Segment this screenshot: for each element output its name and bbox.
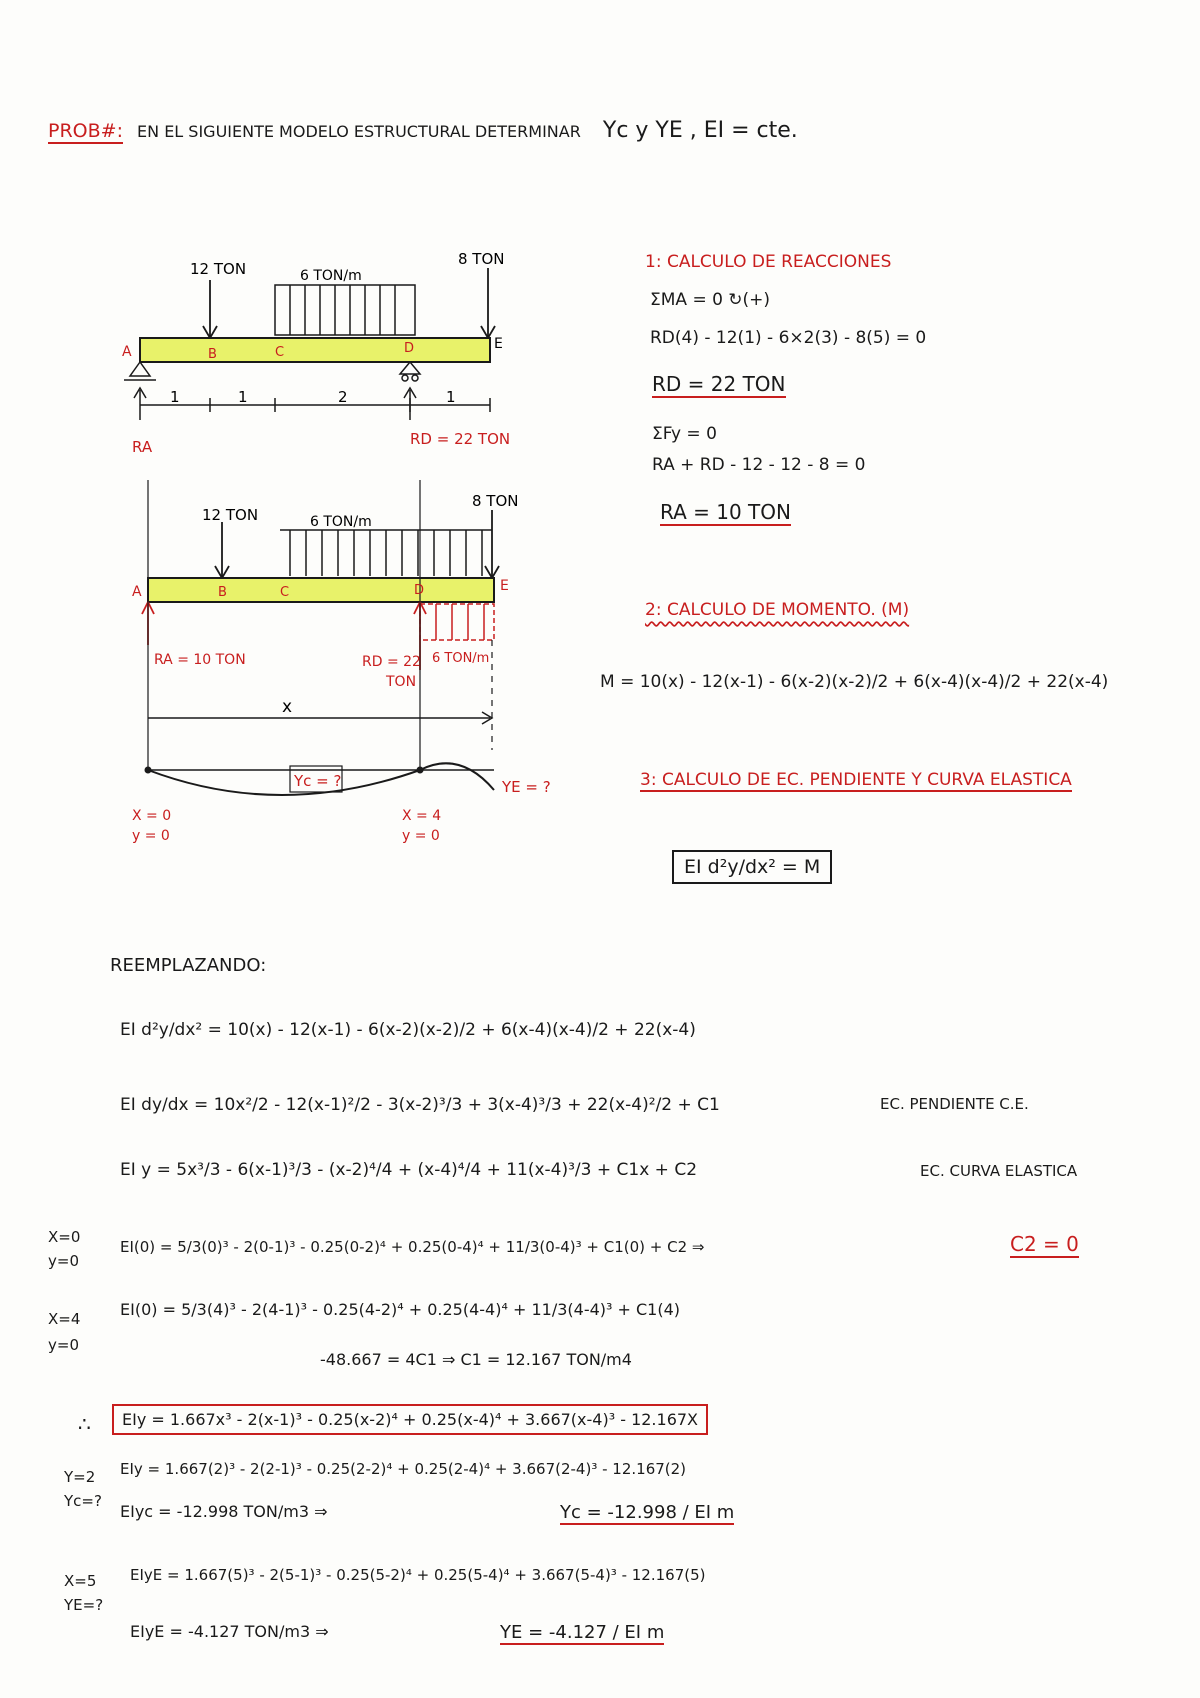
yc-label: Yc = ? <box>294 772 342 790</box>
step1-ra-result: RA = 10 TON <box>660 500 791 524</box>
step1-moment-sum: ΣMA = 0 ↻(+) <box>650 290 771 310</box>
step2-moment-eq: M = 10(x) - 12(x-1) - 6(x-2)(x-2)/2 + 6(x-4)(x-4)/2 + 22(x-4) <box>600 672 1109 692</box>
problem-prefix: PROB#: <box>48 120 123 142</box>
bc1-x: X=0 <box>48 1228 81 1246</box>
point-d-label-2: D <box>414 583 425 598</box>
step1-force-eq: RA + RD - 12 - 12 - 8 = 0 <box>652 455 866 475</box>
dimension-line-1 <box>140 398 490 412</box>
roller-support-d <box>400 362 420 381</box>
point-b-label-1: B <box>208 347 217 362</box>
x-dimension <box>148 712 492 724</box>
point-e-label-1: E <box>494 336 503 352</box>
point-c-label-1: C <box>275 345 285 360</box>
point-load-e-arrow <box>481 268 495 338</box>
point-e-label-2: E <box>500 578 509 594</box>
reaction-a-label-2: RA = 10 TON <box>154 652 246 668</box>
reaction-a-label-1: RA <box>132 438 153 456</box>
beam-1 <box>140 338 490 362</box>
ye-result: YE = -4.127 / EI m <box>500 1622 665 1643</box>
span-label-4: 1 <box>446 388 456 406</box>
work-line-11: EIyE = -4.127 TON/m3 ⇒ <box>130 1622 329 1641</box>
bc-a-x: X = 0 <box>132 808 172 824</box>
reaction-d-label-2a: RD = 22 <box>362 654 421 670</box>
step1-rd-result: RD = 22 TON <box>652 372 786 396</box>
point-c-label-2: C <box>280 585 290 600</box>
work-line-3-note: EC. CURVA ELASTICA <box>920 1162 1078 1180</box>
reaction-d-label-2b: TON <box>386 674 417 690</box>
step3-heading: 3: CALCULO DE EC. PENDIENTE Y CURVA ELASTICA <box>640 770 1072 790</box>
work-line-3: EI y = 5x³/3 - 6(x-1)³/3 - (x-2)⁴/4 + (x-4)⁴/4 + 11(x-4)³/3 + C1x + C2 <box>120 1160 698 1180</box>
point-a-label-1: A <box>122 344 132 360</box>
step2-heading: 2: CALCULO DE MOMENTO. (M) <box>645 600 910 620</box>
point-a-label-2: A <box>132 584 142 600</box>
distributed-load-1 <box>275 285 415 335</box>
load-b-label-2: 12 TON <box>202 506 259 524</box>
point-load-e-arrow-2 <box>485 510 499 578</box>
point-c-x: Y=2 <box>64 1468 96 1486</box>
bc-d-y: y = 0 <box>402 828 440 844</box>
point-d-label-1: D <box>404 341 415 356</box>
step1-moment-eq: RD(4) - 12(1) - 6×2(3) - 8(5) = 0 <box>650 328 927 348</box>
work-line-8: EIy = 1.667(2)³ - 2(2-1)³ - 0.25(2-2)⁴ + 0.25(2-4)⁴ + 3.667(2-4)³ - 12.167(2) <box>120 1460 687 1478</box>
work-line-9: EIyc = -12.998 TON/m3 ⇒ <box>120 1502 328 1521</box>
problem-targets: Yc y YE , EI = cte. <box>602 118 798 143</box>
step3-boxed-equation: EI d²y/dx² = M <box>672 850 832 884</box>
step1-heading: 1: CALCULO DE REACCIONES <box>645 252 892 272</box>
counter-load-label: 6 TON/m <box>432 651 490 666</box>
therefore-symbol: ∴ <box>78 1412 91 1436</box>
point-e-y: YE=? <box>64 1596 104 1614</box>
bc2-y: y=0 <box>48 1336 79 1354</box>
work-line-5: EI(0) = 5/3(4)³ - 2(4-1)³ - 0.25(4-2)⁴ + 0.25(4-4)⁴ + 11/3(4-4)³ + C1(4) <box>120 1300 681 1319</box>
span-label-1: 1 <box>170 388 180 406</box>
point-load-b-arrow <box>203 280 217 338</box>
yc-result: Yc = -12.998 / EI m <box>560 1502 735 1523</box>
work-line-4: EI(0) = 5/3(0)³ - 2(0-1)³ - 0.25(0-2)⁴ + 0.25(0-4)⁴ + 11/3(0-4)³ + C1(0) + C2 ⇒ <box>120 1238 705 1256</box>
work-line-6: -48.667 = 4C1 ⇒ C1 = 12.167 TON/m4 <box>320 1350 632 1369</box>
curve-node-a <box>145 767 152 774</box>
step1-force-sum: ΣFy = 0 <box>652 424 717 444</box>
span-label-3: 2 <box>338 388 348 406</box>
point-e-x: X=5 <box>64 1572 97 1590</box>
load-dist-label-1: 6 TON/m <box>300 268 362 284</box>
point-c-y: Yc=? <box>64 1492 102 1510</box>
pin-support-a <box>124 362 156 380</box>
work-line-1: EI d²y/dx² = 10(x) - 12(x-1) - 6(x-2)(x-2)/2 + 6(x-4)(x-4)/2 + 22(x-4) <box>120 1020 696 1040</box>
bc2-x: X=4 <box>48 1310 81 1328</box>
bc1-y: y=0 <box>48 1252 79 1270</box>
reaction-d-label-1: RD = 22 TON <box>410 430 511 448</box>
load-e-label-2: 8 TON <box>472 492 519 510</box>
problem-statement: EN EL SIGUIENTE MODELO ESTRUCTURAL DETERMINAR <box>137 122 581 141</box>
beam-diagram-2 <box>110 480 570 860</box>
problem-title <box>48 118 798 143</box>
counter-load <box>420 604 494 640</box>
point-b-label-2: B <box>218 585 227 600</box>
beam-2 <box>148 578 494 602</box>
distributed-load-2 <box>280 530 492 576</box>
point-load-b-arrow-2 <box>215 522 229 578</box>
c2-result: C2 = 0 <box>1010 1232 1079 1256</box>
work-line-10: EIyE = 1.667(5)³ - 2(5-1)³ - 0.25(5-2)⁴ + 0.25(5-4)⁴ + 3.667(5-4)³ - 12.167(5) <box>130 1566 706 1584</box>
ye-label: YE = ? <box>502 778 551 796</box>
work-line-2: EI dy/dx = 10x²/2 - 12(x-1)²/2 - 3(x-2)³/3 + 3(x-4)³/3 + 22(x-4)²/2 + C1 <box>120 1095 720 1115</box>
elastic-curve-equation: EIy = 1.667x³ - 2(x-1)³ - 0.25(x-2)⁴ + 0.25(x-4)⁴ + 3.667(x-4)³ - 12.167X <box>112 1404 708 1435</box>
load-e-label-1: 8 TON <box>458 250 505 268</box>
bc-a-y: y = 0 <box>132 828 170 844</box>
curve-node-d <box>417 767 424 774</box>
span-label-2: 1 <box>238 388 248 406</box>
reemplazando-label: REEMPLAZANDO: <box>110 955 267 976</box>
work-line-2-note: EC. PENDIENTE C.E. <box>880 1095 1029 1113</box>
x-dimension-label: x <box>282 697 293 717</box>
load-dist-label-2: 6 TON/m <box>310 514 372 530</box>
beam-diagram-1 <box>110 240 550 480</box>
load-b-label-1: 12 TON <box>190 260 247 278</box>
bc-d-x: X = 4 <box>402 808 442 824</box>
